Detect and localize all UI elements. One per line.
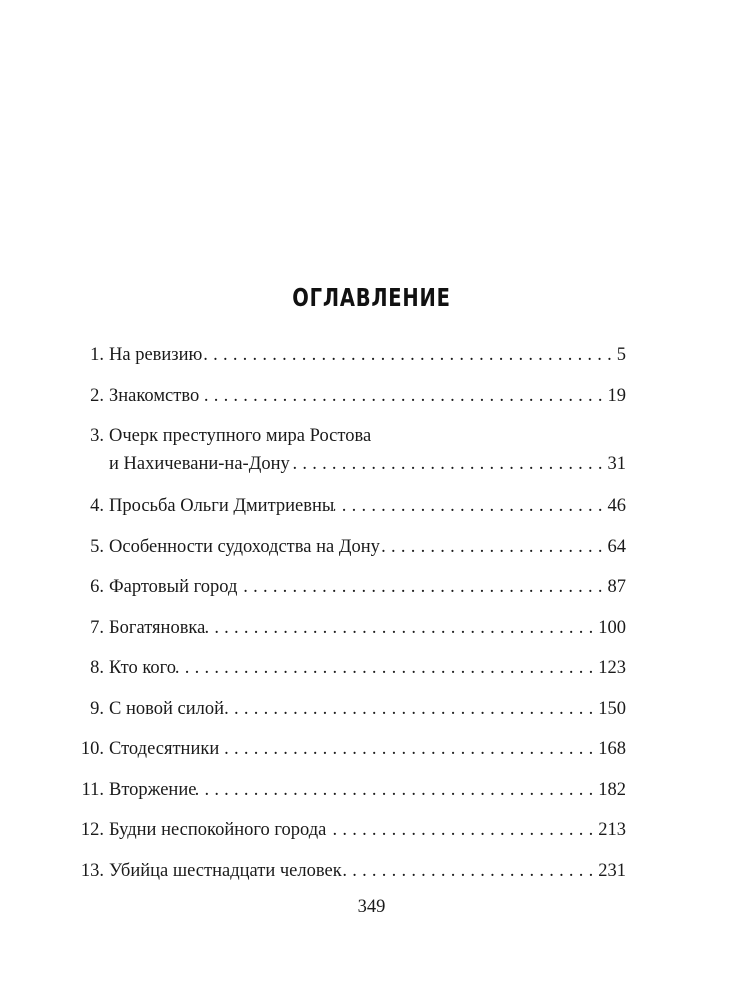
entry-number: 11. [81,779,104,800]
entry-page: 46 [607,496,626,516]
toc-entry [80,613,626,654]
entry-title: Особенности судоходства на Дону [109,536,380,557]
entry-number: 9. [90,698,104,719]
toc-entry [80,572,626,613]
page-number: 349 [357,897,386,917]
toc-entry [80,734,626,775]
toc-entry [80,532,626,573]
toc-entry [80,775,626,816]
entry-page: 150 [598,698,626,719]
entry-number: 10. [80,739,104,759]
entry-number: 2. [90,385,104,406]
entry-number: 13. [80,860,104,881]
entry-title: Богатяновка [109,617,206,638]
entry-title: Кто кого [109,658,177,678]
entry-title: Знакомство [109,385,200,406]
dot-leader [380,532,605,562]
dot-leader [176,653,595,683]
dot-leader [205,613,595,643]
entry-page: 5 [616,345,626,365]
dot-leader [219,734,595,764]
entry-page: 168 [598,739,626,759]
entry-title-continued: и Нахичевани-на-Дону [109,454,290,474]
entry-page: 182 [598,779,626,800]
entry-title: Убийца шестнадцати человек [109,860,342,881]
entry-title: Очерк преступного мира Ростова [109,426,372,446]
entry-number: 5. [90,536,104,557]
entry-page: 231 [598,860,626,881]
entry-page: 87 [607,577,626,597]
entry-number: 3. [90,426,104,446]
entry-page: 64 [607,536,626,557]
entry-title: На ревизию [109,345,203,365]
entry-page: 123 [598,658,626,678]
entry-title: Будни неспокойного города [109,820,327,840]
entry-page: 213 [598,820,626,840]
toc-heading: ОГЛАВЛЕНИЕ [292,283,451,312]
toc-entry [80,653,626,694]
dot-leader [237,572,604,602]
toc-entry [80,694,626,735]
toc-entry [80,381,626,422]
toc-entry [80,491,626,532]
dot-leader [326,815,595,845]
entry-number: 4. [90,496,104,516]
dot-leader [199,381,604,411]
entry-number: 6. [90,577,104,597]
dot-leader [342,856,596,886]
dot-leader [224,694,595,724]
entry-page: 100 [598,617,626,638]
dot-leader [202,340,613,370]
entry-page: 31 [607,454,626,474]
entry-title: Вторжение [109,779,197,800]
entry-number: 12. [80,820,104,840]
toc-entry [80,856,626,897]
entry-title: С новой силой [109,698,224,719]
entry-page: 19 [607,385,626,406]
entry-number: 7. [90,617,104,638]
dot-leader [334,491,604,521]
dot-leader [290,449,605,479]
entry-number: 1. [90,345,104,365]
entry-title: Фартовый город [109,577,238,597]
entry-number: 8. [90,658,104,678]
entry-title: Просьба Ольги Дмитриевны [109,496,335,516]
entry-title: Стодесятники [109,739,220,759]
toc-entry [80,340,626,381]
dot-leader [196,775,595,805]
toc-list [80,340,626,896]
toc-entry [80,421,626,491]
toc-entry [80,815,626,856]
